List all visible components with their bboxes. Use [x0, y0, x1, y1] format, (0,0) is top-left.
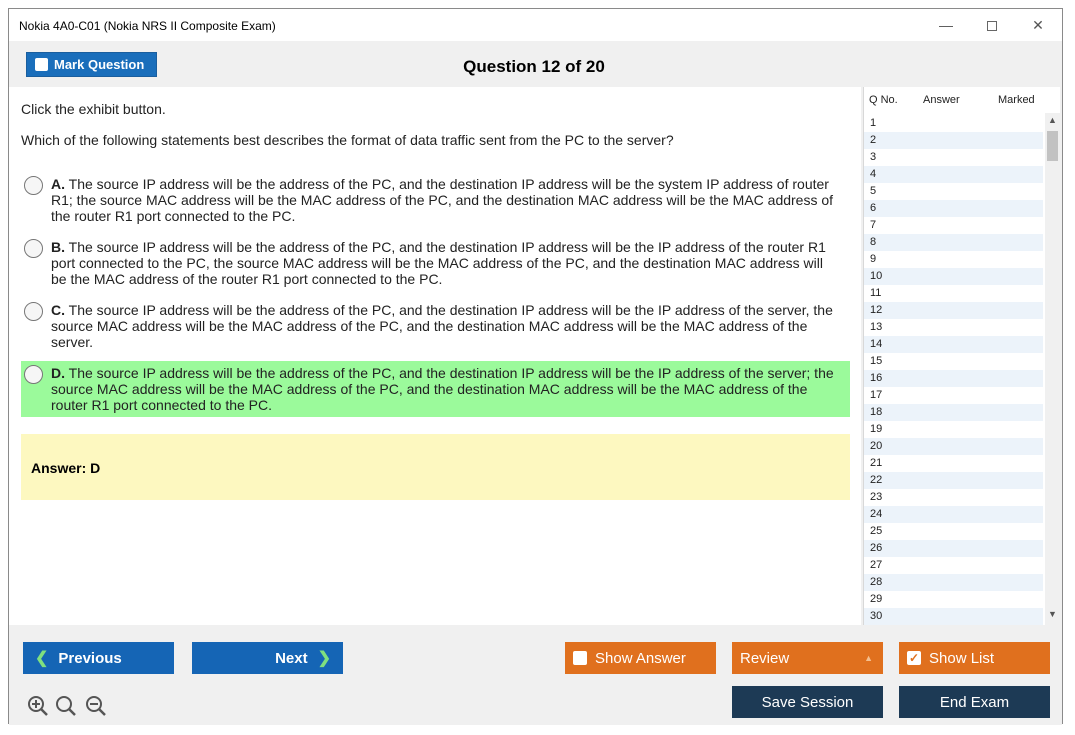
zoom-reset-icon[interactable]	[55, 695, 77, 717]
option-c[interactable]	[21, 298, 850, 354]
radio-icon[interactable]	[24, 365, 43, 384]
zoom-in-icon[interactable]	[27, 695, 49, 717]
question-list-row[interactable]: 27	[870, 559, 883, 571]
option-letter: D.	[51, 365, 65, 381]
option-b[interactable]	[21, 235, 850, 291]
option-letter: C.	[51, 302, 65, 318]
answer-text: Answer: D	[31, 460, 101, 476]
option-text: The source IP address will be the address of the PC, and the destination IP address will be the IP address of the router R1 port connected to the PC, the source MAC address will be the MAC address of the PC, and the destination MAC address will be the MAC address of the router R1 port connected to the PC.	[51, 239, 826, 287]
question-list-row[interactable]: 3	[870, 151, 877, 163]
question-list-row[interactable]: 6	[864, 200, 1043, 217]
option-letter: B.	[51, 239, 65, 255]
question-list-row[interactable]: 17	[870, 389, 883, 401]
show-list-label: Show List	[929, 649, 995, 667]
question-list-row[interactable]: 4	[864, 166, 1043, 183]
question-list-header	[864, 87, 1060, 113]
question-list-row[interactable]: 10	[864, 268, 1043, 285]
maximize-button[interactable]	[969, 13, 1015, 37]
marked-column-header: Marked	[998, 94, 1035, 106]
zoom-out-icon[interactable]	[85, 695, 107, 717]
show-answer-button[interactable]	[565, 642, 716, 674]
question-list-row[interactable]: 30	[864, 608, 1043, 625]
chevron-left-icon: ❮	[35, 650, 49, 667]
question-list-rows	[864, 115, 1043, 625]
question-list-row[interactable]: 28	[864, 574, 1043, 591]
option-letter: A.	[51, 176, 65, 192]
question-list-row[interactable]: 25	[870, 525, 883, 537]
question-list-row[interactable]: 1	[870, 117, 877, 129]
question-list-row[interactable]: 19	[870, 423, 883, 435]
close-button[interactable]: ✕	[1032, 17, 1044, 33]
end-exam-label: End Exam	[939, 693, 1010, 711]
question-header	[9, 41, 1062, 87]
question-list-row[interactable]: 7	[870, 219, 877, 231]
question-list-row[interactable]: 21	[870, 457, 883, 469]
question-stem: Which of the following statements best describes the format of data traffic sent from the PC to the server?	[21, 132, 674, 148]
previous-label: Previous	[58, 649, 122, 667]
previous-button[interactable]	[23, 642, 174, 674]
scroll-thumb[interactable]	[1047, 131, 1058, 161]
question-list-row[interactable]: 14	[864, 336, 1043, 353]
option-text: The source IP address will be the address of the PC, and the destination IP address will be the system IP address of router R1; the source MAC address will be the MAC address of the PC, and the destination MAC address will be the MAC address of the router R1 port connected to the PC.	[51, 176, 834, 224]
option-text: The source IP address will be the address of the PC, and the destination IP address will be the IP address of the server, the source MAC address will be the MAC address of the PC, and the destination MAC address will be the MAC address of the server.	[51, 302, 833, 350]
question-list-row[interactable]: 18	[864, 404, 1043, 421]
option-a[interactable]	[21, 172, 850, 228]
checkbox-icon	[573, 651, 587, 665]
question-list-scrollbar[interactable]	[1045, 113, 1060, 625]
answer-column-header: Answer	[923, 94, 960, 106]
question-list-row[interactable]: 5	[870, 185, 877, 197]
option-d-correct[interactable]	[21, 361, 850, 417]
option-text: The source IP address will be the address of the PC, and the destination IP address will be the IP address of the server; the source MAC address will be the MAC address of the PC, and the destination MAC address will be the MAC address of the router R1 port connected to the PC.	[51, 365, 834, 413]
question-stem-exhibit: Click the exhibit button.	[21, 101, 166, 117]
save-session-label: Save Session	[761, 693, 854, 711]
radio-icon[interactable]	[24, 302, 43, 321]
question-list-row[interactable]: 16	[864, 370, 1043, 387]
scroll-down-icon[interactable]: ▼	[1048, 609, 1057, 619]
question-list-row[interactable]: 26	[864, 540, 1043, 557]
question-list-row[interactable]: 22	[864, 472, 1043, 489]
question-list-row[interactable]: 20	[864, 438, 1043, 455]
exam-window	[8, 8, 1063, 724]
question-title: Question 12 of 20	[463, 57, 605, 76]
scroll-up-icon[interactable]: ▲	[1048, 115, 1057, 125]
question-list-row[interactable]: 8	[864, 234, 1043, 251]
question-list-row[interactable]: 13	[870, 321, 883, 333]
question-list-row[interactable]: 15	[870, 355, 883, 367]
radio-icon[interactable]	[24, 176, 43, 195]
show-answer-label: Show Answer	[595, 649, 686, 667]
question-list-row[interactable]: 11	[870, 287, 882, 299]
caret-up-icon: ▲	[864, 653, 873, 663]
question-list-row[interactable]: 24	[864, 506, 1043, 523]
question-list-row[interactable]: 2	[864, 132, 1043, 149]
end-exam-button[interactable]	[899, 686, 1050, 718]
question-list-row[interactable]: 29	[870, 593, 883, 605]
qno-column-header: Q No.	[869, 94, 898, 106]
question-list-panel	[863, 87, 1060, 625]
review-dropdown[interactable]	[732, 642, 883, 674]
review-label: Review	[740, 649, 790, 667]
answer-box	[21, 434, 850, 500]
footer-toolbar	[9, 625, 1062, 725]
next-button[interactable]	[192, 642, 343, 674]
question-list-row[interactable]: 12	[864, 302, 1043, 319]
checkbox-checked-icon: ✓	[908, 651, 920, 665]
title-bar	[9, 9, 1062, 41]
maximize-icon	[987, 21, 997, 31]
question-content	[9, 87, 861, 625]
question-list-row[interactable]: 23	[870, 491, 883, 503]
chevron-right-icon: ❯	[317, 650, 331, 667]
show-list-button[interactable]	[899, 642, 1050, 674]
save-session-button[interactable]	[732, 686, 883, 718]
radio-icon[interactable]	[24, 239, 43, 258]
next-label: Next	[275, 649, 308, 667]
minimize-button[interactable]: —	[939, 17, 953, 33]
mark-question-label: Mark Question	[54, 57, 145, 72]
window-title: Nokia 4A0-C01 (Nokia NRS II Composite Exam)	[19, 19, 276, 33]
question-list-row[interactable]: 9	[870, 253, 877, 265]
